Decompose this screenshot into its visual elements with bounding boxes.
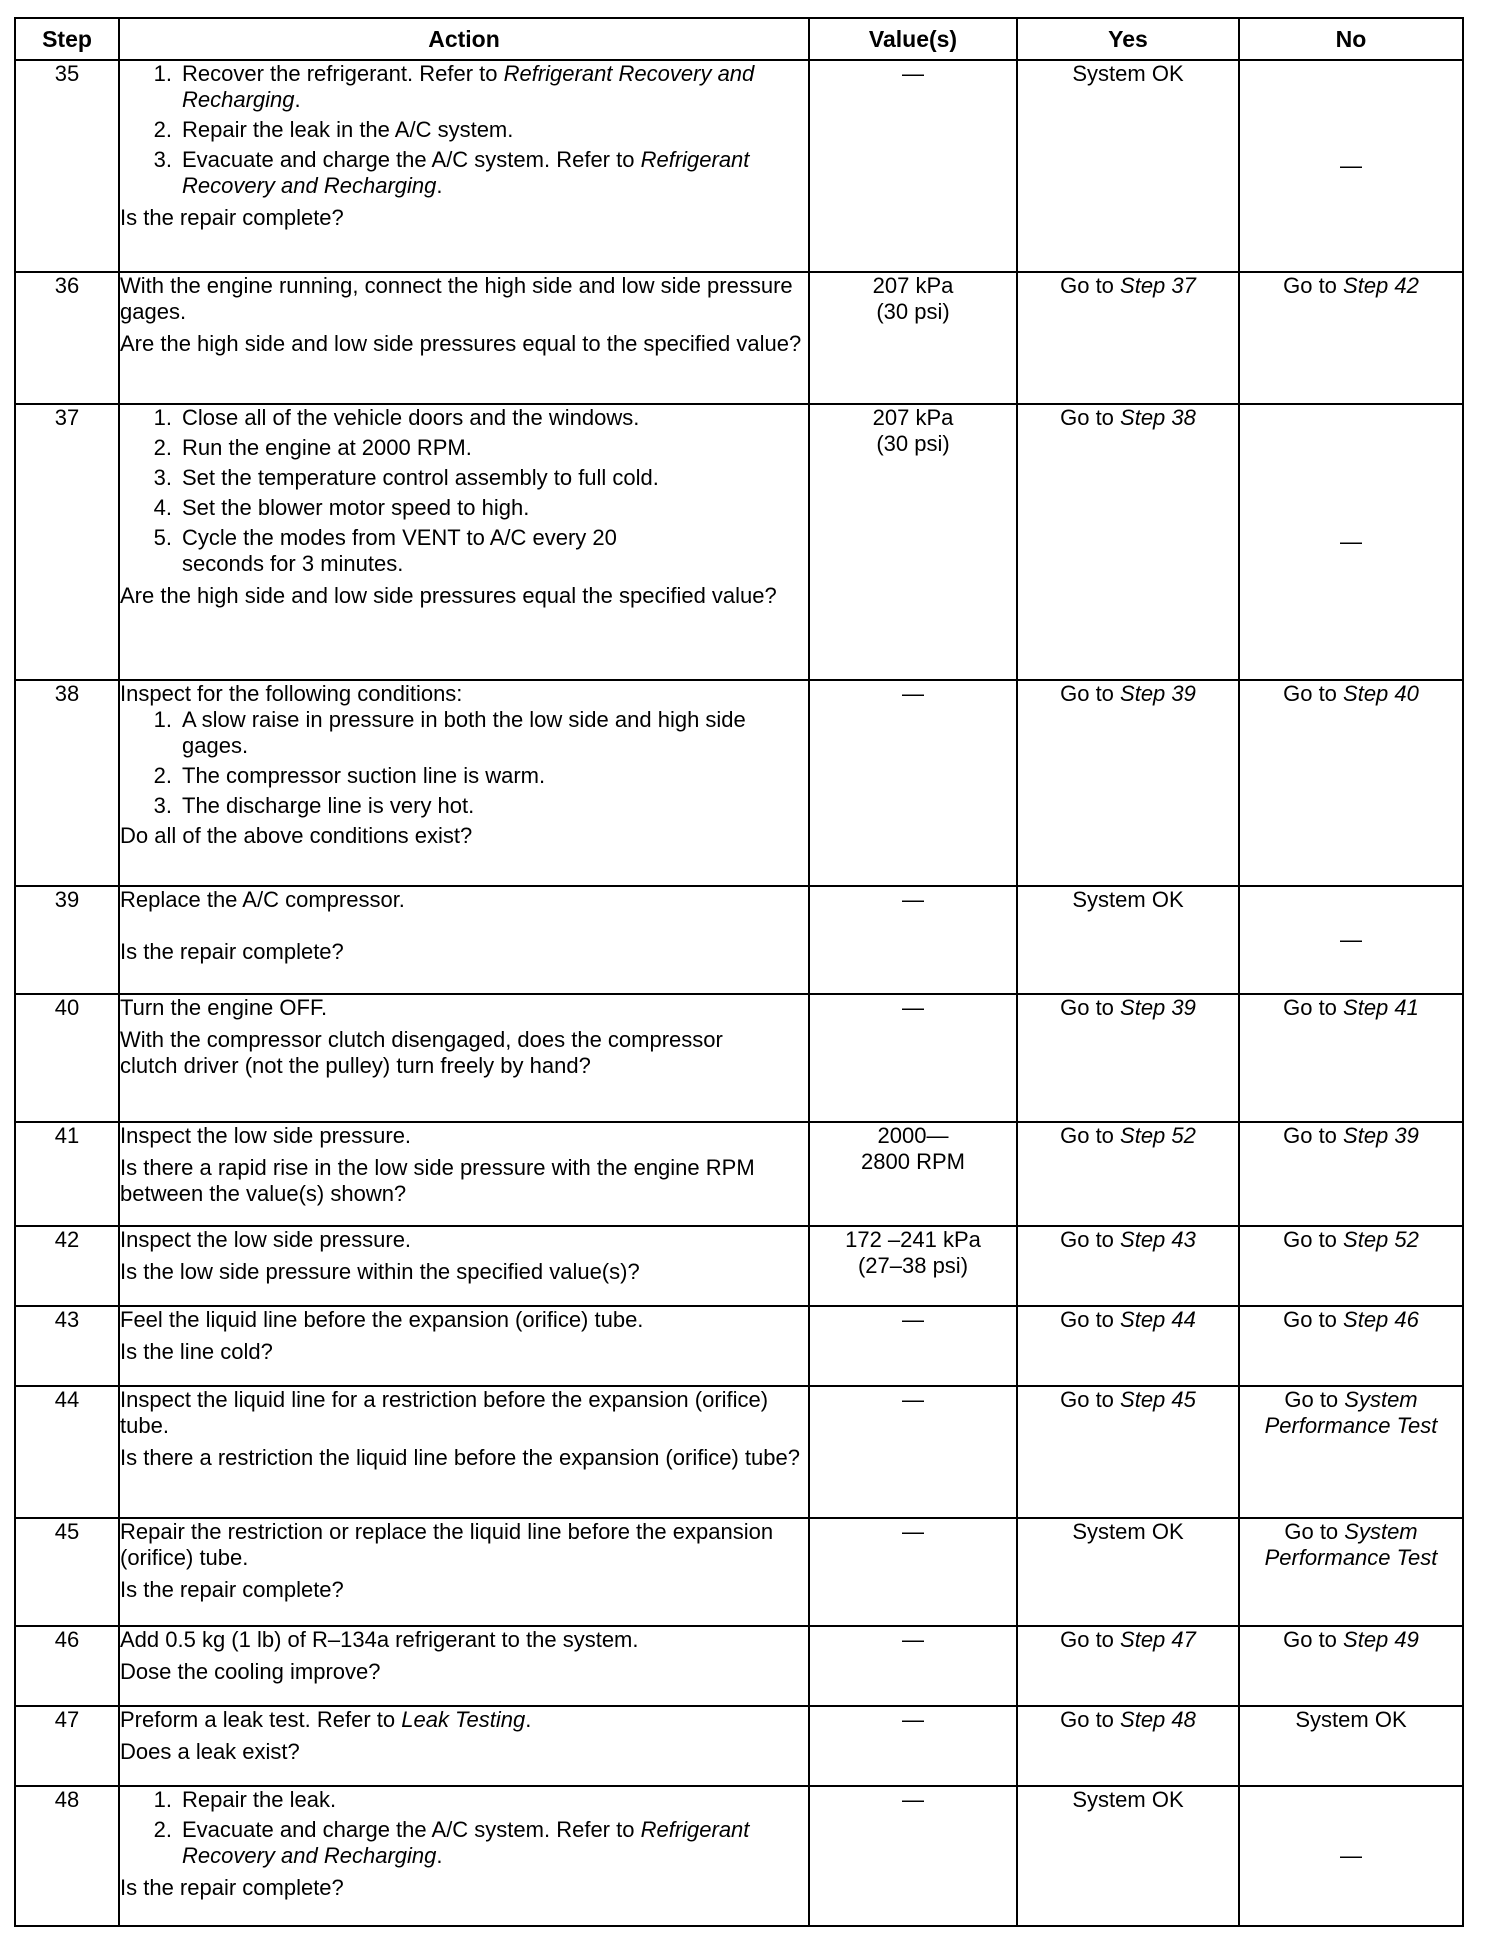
yes-cell: Go to Step 52 — [1017, 1122, 1239, 1226]
action-question: Is the repair complete? — [120, 205, 344, 230]
table-row — [15, 272, 1463, 404]
action-text: Inspect for the following conditions: — [120, 681, 463, 706]
value-cell: — — [809, 1518, 1017, 1626]
list-item: 1. Repair the leak. — [153, 1787, 337, 1812]
action-cell — [119, 272, 809, 404]
list-item: 1. A slow raise in pressure in both the low side and high side gages. — [153, 707, 746, 758]
header-yes: Yes — [1017, 18, 1239, 60]
value-cell: — — [809, 680, 1017, 886]
action-text: Repair the restriction or replace the liquid line before the expansion (orifice) tube. — [120, 1519, 774, 1570]
value-cell: 207 kPa (30 psi) — [809, 272, 1017, 404]
value-cell: — — [809, 60, 1017, 272]
header-values: Value(s) — [809, 18, 1017, 60]
action-cell — [119, 886, 809, 994]
step-number: 38 — [15, 680, 119, 886]
value-cell: — — [809, 886, 1017, 994]
list-item: 3. Set the temperature control assembly to full cold. — [153, 465, 659, 490]
step-number: 45 — [15, 1518, 119, 1626]
list-item: 5. Cycle the modes from VENT to A/C every 20 seconds for 3 minutes. — [153, 525, 617, 576]
action-question: Do all of the above conditions exist? — [120, 823, 473, 848]
no-cell: Go to Step 41 — [1239, 994, 1463, 1122]
no-cell: Go to Step 49 — [1239, 1626, 1463, 1706]
table-row — [15, 404, 1463, 680]
action-cell — [119, 1518, 809, 1626]
yes-cell: Go to Step 38 — [1017, 404, 1239, 680]
table-row — [15, 886, 1463, 994]
list-item: 2. The compressor suction line is warm. — [153, 763, 546, 788]
yes-cell: Go to Step 45 — [1017, 1386, 1239, 1518]
table-row — [15, 60, 1463, 272]
step-number: 37 — [15, 404, 119, 680]
value-cell: — — [809, 1386, 1017, 1518]
action-cell — [119, 1786, 809, 1926]
action-question: Are the high side and low side pressures equal to the specified value? — [120, 331, 802, 356]
action-question: With the compressor clutch disengaged, does the compressor clutch driver (not the pulley) turn freely by hand? — [120, 1027, 723, 1078]
step-number: 39 — [15, 886, 119, 994]
table-row — [15, 1706, 1463, 1786]
table-row — [15, 994, 1463, 1122]
table-row — [15, 1786, 1463, 1926]
action-cell — [119, 1306, 809, 1386]
list-item: 1. Close all of the vehicle doors and the windows. — [153, 405, 640, 430]
no-cell: — — [1239, 404, 1463, 680]
yes-cell: Go to Step 37 — [1017, 272, 1239, 404]
no-cell: Go to Step 46 — [1239, 1306, 1463, 1386]
header-step: Step — [15, 18, 119, 60]
action-cell — [119, 1706, 809, 1786]
action-text: Preform a leak test. Refer to Leak Testing. — [120, 1707, 532, 1732]
table-row — [15, 1518, 1463, 1626]
list-item: 3. The discharge line is very hot. — [153, 793, 475, 818]
action-question: Is the repair complete? — [120, 939, 344, 964]
no-cell: Go to Step 52 — [1239, 1226, 1463, 1306]
yes-cell: Go to Step 44 — [1017, 1306, 1239, 1386]
action-cell — [119, 680, 809, 886]
step-number: 43 — [15, 1306, 119, 1386]
no-cell: — — [1239, 886, 1463, 994]
list-item: 2. Evacuate and charge the A/C system. Refer to Refrigerant Recovery and Recharging. — [153, 1817, 750, 1868]
list-item: 4. Set the blower motor speed to high. — [153, 495, 530, 520]
action-question: Does a leak exist? — [120, 1739, 300, 1764]
action-cell — [119, 1122, 809, 1226]
action-text: Add 0.5 kg (1 lb) of R–134a refrigerant to the system. — [120, 1627, 639, 1652]
step-number: 47 — [15, 1706, 119, 1786]
no-cell: Go to Step 42 — [1239, 272, 1463, 404]
action-text: Inspect the low side pressure. — [120, 1123, 412, 1148]
action-question: Is the line cold? — [120, 1339, 273, 1364]
yes-cell: Go to Step 39 — [1017, 994, 1239, 1122]
step-number: 48 — [15, 1786, 119, 1926]
no-cell: Go to Step 40 — [1239, 680, 1463, 886]
action-cell — [119, 994, 809, 1122]
action-question: Are the high side and low side pressures equal the specified value? — [120, 583, 777, 608]
table-row — [15, 1626, 1463, 1706]
value-cell: — — [809, 1306, 1017, 1386]
value-cell: — — [809, 994, 1017, 1122]
no-cell: — — [1239, 1786, 1463, 1926]
value-cell: — — [809, 1706, 1017, 1786]
yes-cell: Go to Step 43 — [1017, 1226, 1239, 1306]
no-cell: Go to Step 39 — [1239, 1122, 1463, 1226]
yes-cell: Go to Step 48 — [1017, 1706, 1239, 1786]
table-row — [15, 1122, 1463, 1226]
action-text: Inspect the low side pressure. — [120, 1227, 412, 1252]
list-item: 2. Run the engine at 2000 RPM. — [153, 435, 472, 460]
list-item: 2. Repair the leak in the A/C system. — [153, 117, 514, 142]
table-row — [15, 1386, 1463, 1518]
action-question: Is the low side pressure within the specified value(s)? — [120, 1259, 640, 1284]
action-question: Dose the cooling improve? — [120, 1659, 381, 1684]
value-cell: — — [809, 1626, 1017, 1706]
action-cell — [119, 1226, 809, 1306]
action-text: Feel the liquid line before the expansion (orifice) tube. — [120, 1307, 644, 1332]
diagnostic-table — [14, 17, 1464, 1927]
table-row — [15, 1306, 1463, 1386]
table-row — [15, 680, 1463, 886]
step-number: 46 — [15, 1626, 119, 1706]
value-cell: 2000— 2800 RPM — [809, 1122, 1017, 1226]
yes-cell: System OK — [1017, 886, 1239, 994]
action-cell — [119, 60, 809, 272]
value-cell: 172 –241 kPa (27–38 psi) — [809, 1226, 1017, 1306]
step-number: 42 — [15, 1226, 119, 1306]
header-action: Action — [119, 18, 809, 60]
action-cell — [119, 1626, 809, 1706]
action-text: With the engine running, connect the high side and low side pressure gages. — [120, 273, 793, 324]
action-question: Is there a rapid rise in the low side pressure with the engine RPM between the value(s) shown? — [120, 1155, 755, 1206]
header-row — [15, 18, 1463, 60]
table-row — [15, 1226, 1463, 1306]
yes-cell: System OK — [1017, 1518, 1239, 1626]
header-no: No — [1239, 18, 1463, 60]
list-item: 3. Evacuate and charge the A/C system. Refer to Refrigerant Recovery and Recharging. — [153, 147, 750, 198]
yes-cell: Go to Step 39 — [1017, 680, 1239, 886]
step-number: 40 — [15, 994, 119, 1122]
no-cell: Go to System Performance Test — [1239, 1518, 1463, 1626]
yes-cell: System OK — [1017, 60, 1239, 272]
step-number: 36 — [15, 272, 119, 404]
value-cell: — — [809, 1786, 1017, 1926]
action-question: Is there a restriction the liquid line before the expansion (orifice) tube? — [120, 1445, 800, 1470]
action-cell — [119, 404, 809, 680]
step-number: 44 — [15, 1386, 119, 1518]
yes-cell: System OK — [1017, 1786, 1239, 1926]
action-text: Turn the engine OFF. — [120, 995, 328, 1020]
value-cell: 207 kPa (30 psi) — [809, 404, 1017, 680]
action-cell — [119, 1386, 809, 1518]
action-text: Inspect the liquid line for a restriction before the expansion (orifice) tube. — [120, 1387, 769, 1438]
no-cell: System OK — [1239, 1706, 1463, 1786]
step-number: 35 — [15, 60, 119, 272]
action-question: Is the repair complete? — [120, 1577, 344, 1602]
no-cell: — — [1239, 60, 1463, 272]
yes-cell: Go to Step 47 — [1017, 1626, 1239, 1706]
list-item: 1. Recover the refrigerant. Refer to Refrigerant Recovery and Recharging. — [153, 61, 755, 112]
action-text: Replace the A/C compressor. — [120, 887, 405, 912]
step-number: 41 — [15, 1122, 119, 1226]
action-question: Is the repair complete? — [120, 1875, 344, 1900]
no-cell: Go to System Performance Test — [1239, 1386, 1463, 1518]
